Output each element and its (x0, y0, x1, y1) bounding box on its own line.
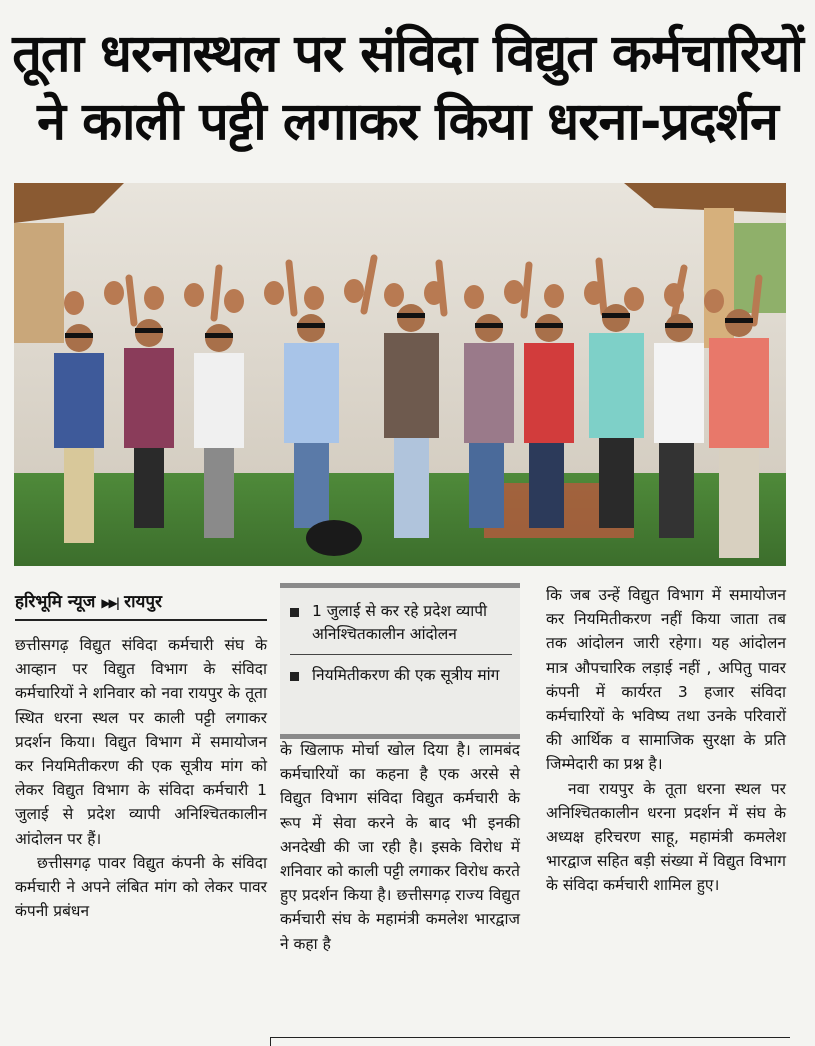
byline-place: रायपुर (124, 592, 162, 612)
highlight-item: 1 जुलाई से कर रहे प्रदेश व्यापी अनिश्चितकालीन आंदोलन (290, 600, 512, 646)
highlight-item: नियमितीकरण की एक सूत्रीय मांग (290, 664, 512, 687)
bottom-rule-tick (270, 1037, 271, 1046)
headline-line-2: ने काली पट्टी लगाकर किया धरना-प्रदर्शन (37, 92, 778, 152)
article-paragraph: छत्तीसगढ़ पावर विद्युत कंपनी के संविदा कर्मचारी ने अपने लंबित मांग को लेकर पावर कंपनी प्रबंधन (15, 853, 267, 921)
highlights-box (280, 583, 520, 739)
article-paragraph: नवा रायपुर के तूता धरना स्थल पर अनिश्चितकालीन धरना प्रदर्शन में संघ के अध्यक्ष हरिचरण साहू, महामंत्री कमलेश भारद्वाज सहित बड़ी संख्या में विद्युत विभाग के संविदा कर्मचारी शामिल हुए। (546, 779, 786, 895)
article-column-2 (280, 738, 520, 956)
article-column-3 (546, 583, 786, 898)
protest-photo (14, 183, 786, 566)
byline-source: हरिभूमि न्यूज (15, 592, 96, 612)
byline-separator-icon: ▶▶| (101, 596, 119, 610)
highlight-divider (290, 654, 512, 655)
article-paragraph: कि जब उन्हें विद्युत विभाग में समायोजन कर नियमितीकरण नहीं किया जाता तब तक आंदोलन जारी रहेगा। यह आंदोलन मात्र औपचारिक लड़ाई नहीं , अपितु पावर कंपनी में कार्यरत 3 हजार संविदा कर्मचारियों के भविष्य तथा उनके परिवारों की आर्थिक व सामाजिक सुरक्षा के प्रति जिम्मेदारी का प्रश्न है। (546, 586, 786, 774)
headline (0, 20, 815, 156)
article-paragraph: के खिलाफ मोर्चा खोल दिया है। लामबंद कर्मचारियों का कहना है एक अरसे से विद्युत विभाग संविदा विद्युत कर्मचारी के रूप में सेवा करने के बाद भी इनकी अनदेखी की जा रही है। इसके विरोध में शनिवार को काली पट्टी लगाकर विरोध करते हुए प्रदर्शन किया है। छत्तीसगढ़ राज्य विद्युत कर्मचारी संघ के महामंत्री कमलेश भारद्वाज ने कहा है (280, 741, 520, 953)
square-bullet-icon (290, 608, 299, 617)
square-bullet-icon (290, 672, 299, 681)
article-column-1 (15, 633, 267, 923)
article-paragraph: छत्तीसगढ़ विद्युत संविदा कर्मचारी संघ के आव्हान पर विद्युत विभाग के संविदा कर्मचारियों ने शनिवार को नवा रायपुर के तूता स्थित धरना स्थल पर काली पट्टी लगाकर प्रदर्शन किया। विद्युत विभाग में समायोजन कर नियमितीकरण की एक सूत्रीय मांग को लेकर विद्युत विभाग के संविदा कर्मचारी 1 जुलाई से प्रदेश व्यापी अनिश्चितकालीन आंदोलन पर हैं। (15, 636, 267, 848)
protest-group-photo-icon (14, 183, 786, 566)
byline (15, 589, 267, 621)
headline-line-1: तूता धरनास्थल पर संविदा विद्युत कर्मचारियों (12, 24, 803, 84)
bottom-rule (270, 1037, 790, 1038)
